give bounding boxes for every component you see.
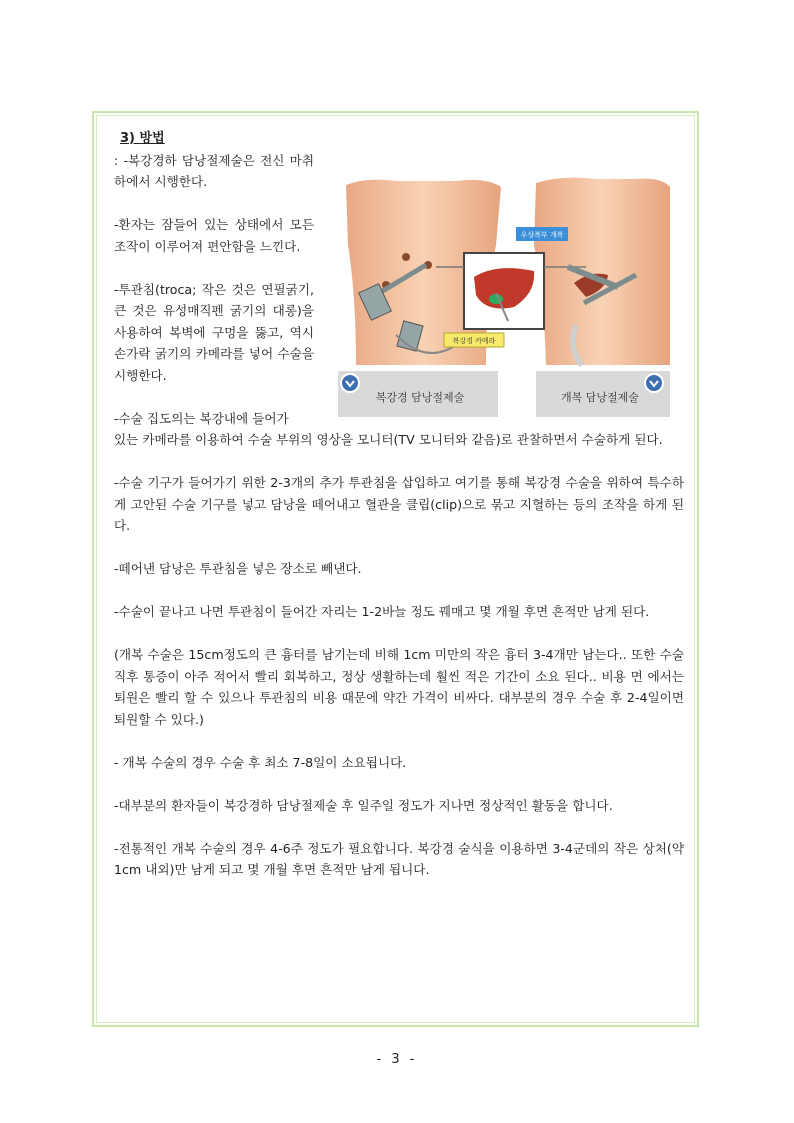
paragraph-normal-activity: -대부분의 환자들이 복강경하 담낭절제술 후 일주일 정도가 지나면 정상적인 활동을 합니다.	[114, 797, 613, 813]
paragraph-instruments: -수술 기구가 들어가기 위한 2-3개의 추가 투관침을 삽입하고 여기를 통해 복강경 수술을 위하여 특수하게 고안된 수술 기구를 넣고 담낭을 떼어내고 혈관을 클립(clip)으로 묶고 지혈하는 등의 조작을 하게 된다.	[114, 475, 684, 533]
right-torso	[534, 178, 670, 365]
left-caption: 복강경 담낭절제술	[375, 391, 465, 404]
right-caption: 개복 담낭절제술	[561, 391, 639, 404]
label-right-text: 우상복부 개복	[520, 231, 564, 239]
label-camera-text: 복강경 카메라	[452, 337, 496, 345]
chevron-down-icon	[645, 374, 663, 392]
paragraph-trocar: -투관침(troca; 작은 것은 연필굵기, 큰 것은 유성매직펜 굵기의 대롱)을 사용하여 복벽에 구멍을 뚫고, 역시 손가락 굵기의 카메라를 넣어 수술을 시행한다.	[114, 281, 314, 383]
paragraph-traditional: -전통적인 개복 수술의 경우 4-6주 정도가 필요합니다. 복강경 술식을 이용하면 3-4군데의 작은 상처(약 1cm 내외)만 남게 되고 몇 개월 후면 흔적만 남게 됩니다.	[114, 840, 684, 877]
section-heading: 3) 방법	[120, 131, 165, 146]
paragraph-open-recovery: - 개복 수술의 경우 수술 후 최소 7-8일이 소요됩니다.	[114, 754, 407, 770]
page-number: - 3 -	[376, 1052, 418, 1067]
paragraph-comparison: (개복 수술은 15cm정도의 큰 흉터를 남기는데 비해 1cm 미만의 작은 흉터 3-4개만 남는다.. 또한 수술직후 통증이 아주 적어서 빨리 회복하고, 정상 생활하는데 훨씬 적은 기간이 소요 된다.. 비용 면 에서는 퇴원은 빨리 할 수 있으나 투관침의 비용 때문에 약간 가격이 비싸다. 대부분의 경우 수술 후 2-4일이면 퇴원할 수 있다.)	[114, 647, 684, 727]
surgery-figure-svg	[336, 175, 672, 423]
paragraph-camera-line1: -수술 집도의는 복강내에 들어가	[114, 410, 289, 426]
chevron-down-icon	[341, 374, 359, 392]
paragraph-suture: -수술이 끝나고 나면 투관침이 들어간 자리는 1-2바늘 정도 꿰매고 몇 개월 후면 흔적만 남게 된다.	[114, 604, 650, 619]
port-mark	[402, 253, 410, 261]
surgery-illustration	[336, 175, 672, 423]
paragraph-anesthesia: : -복강경하 담낭절제술은 전신 마취 하에서 시행한다.	[114, 152, 314, 189]
paragraph-camera-rest: 있는 카메라를 이용하여 수술 부위의 영상을 모니터(TV 모니터와 같음)로 관찰하면서 수술하게 된다.	[114, 432, 663, 447]
paragraph-patient: -환자는 잠들어 있는 상태에서 모든 조작이 이루어져 편안함을 느낀다.	[114, 217, 314, 254]
paragraph-removal: -떼어낸 담낭은 투관침을 넣은 장소로 빼낸다.	[114, 561, 362, 576]
